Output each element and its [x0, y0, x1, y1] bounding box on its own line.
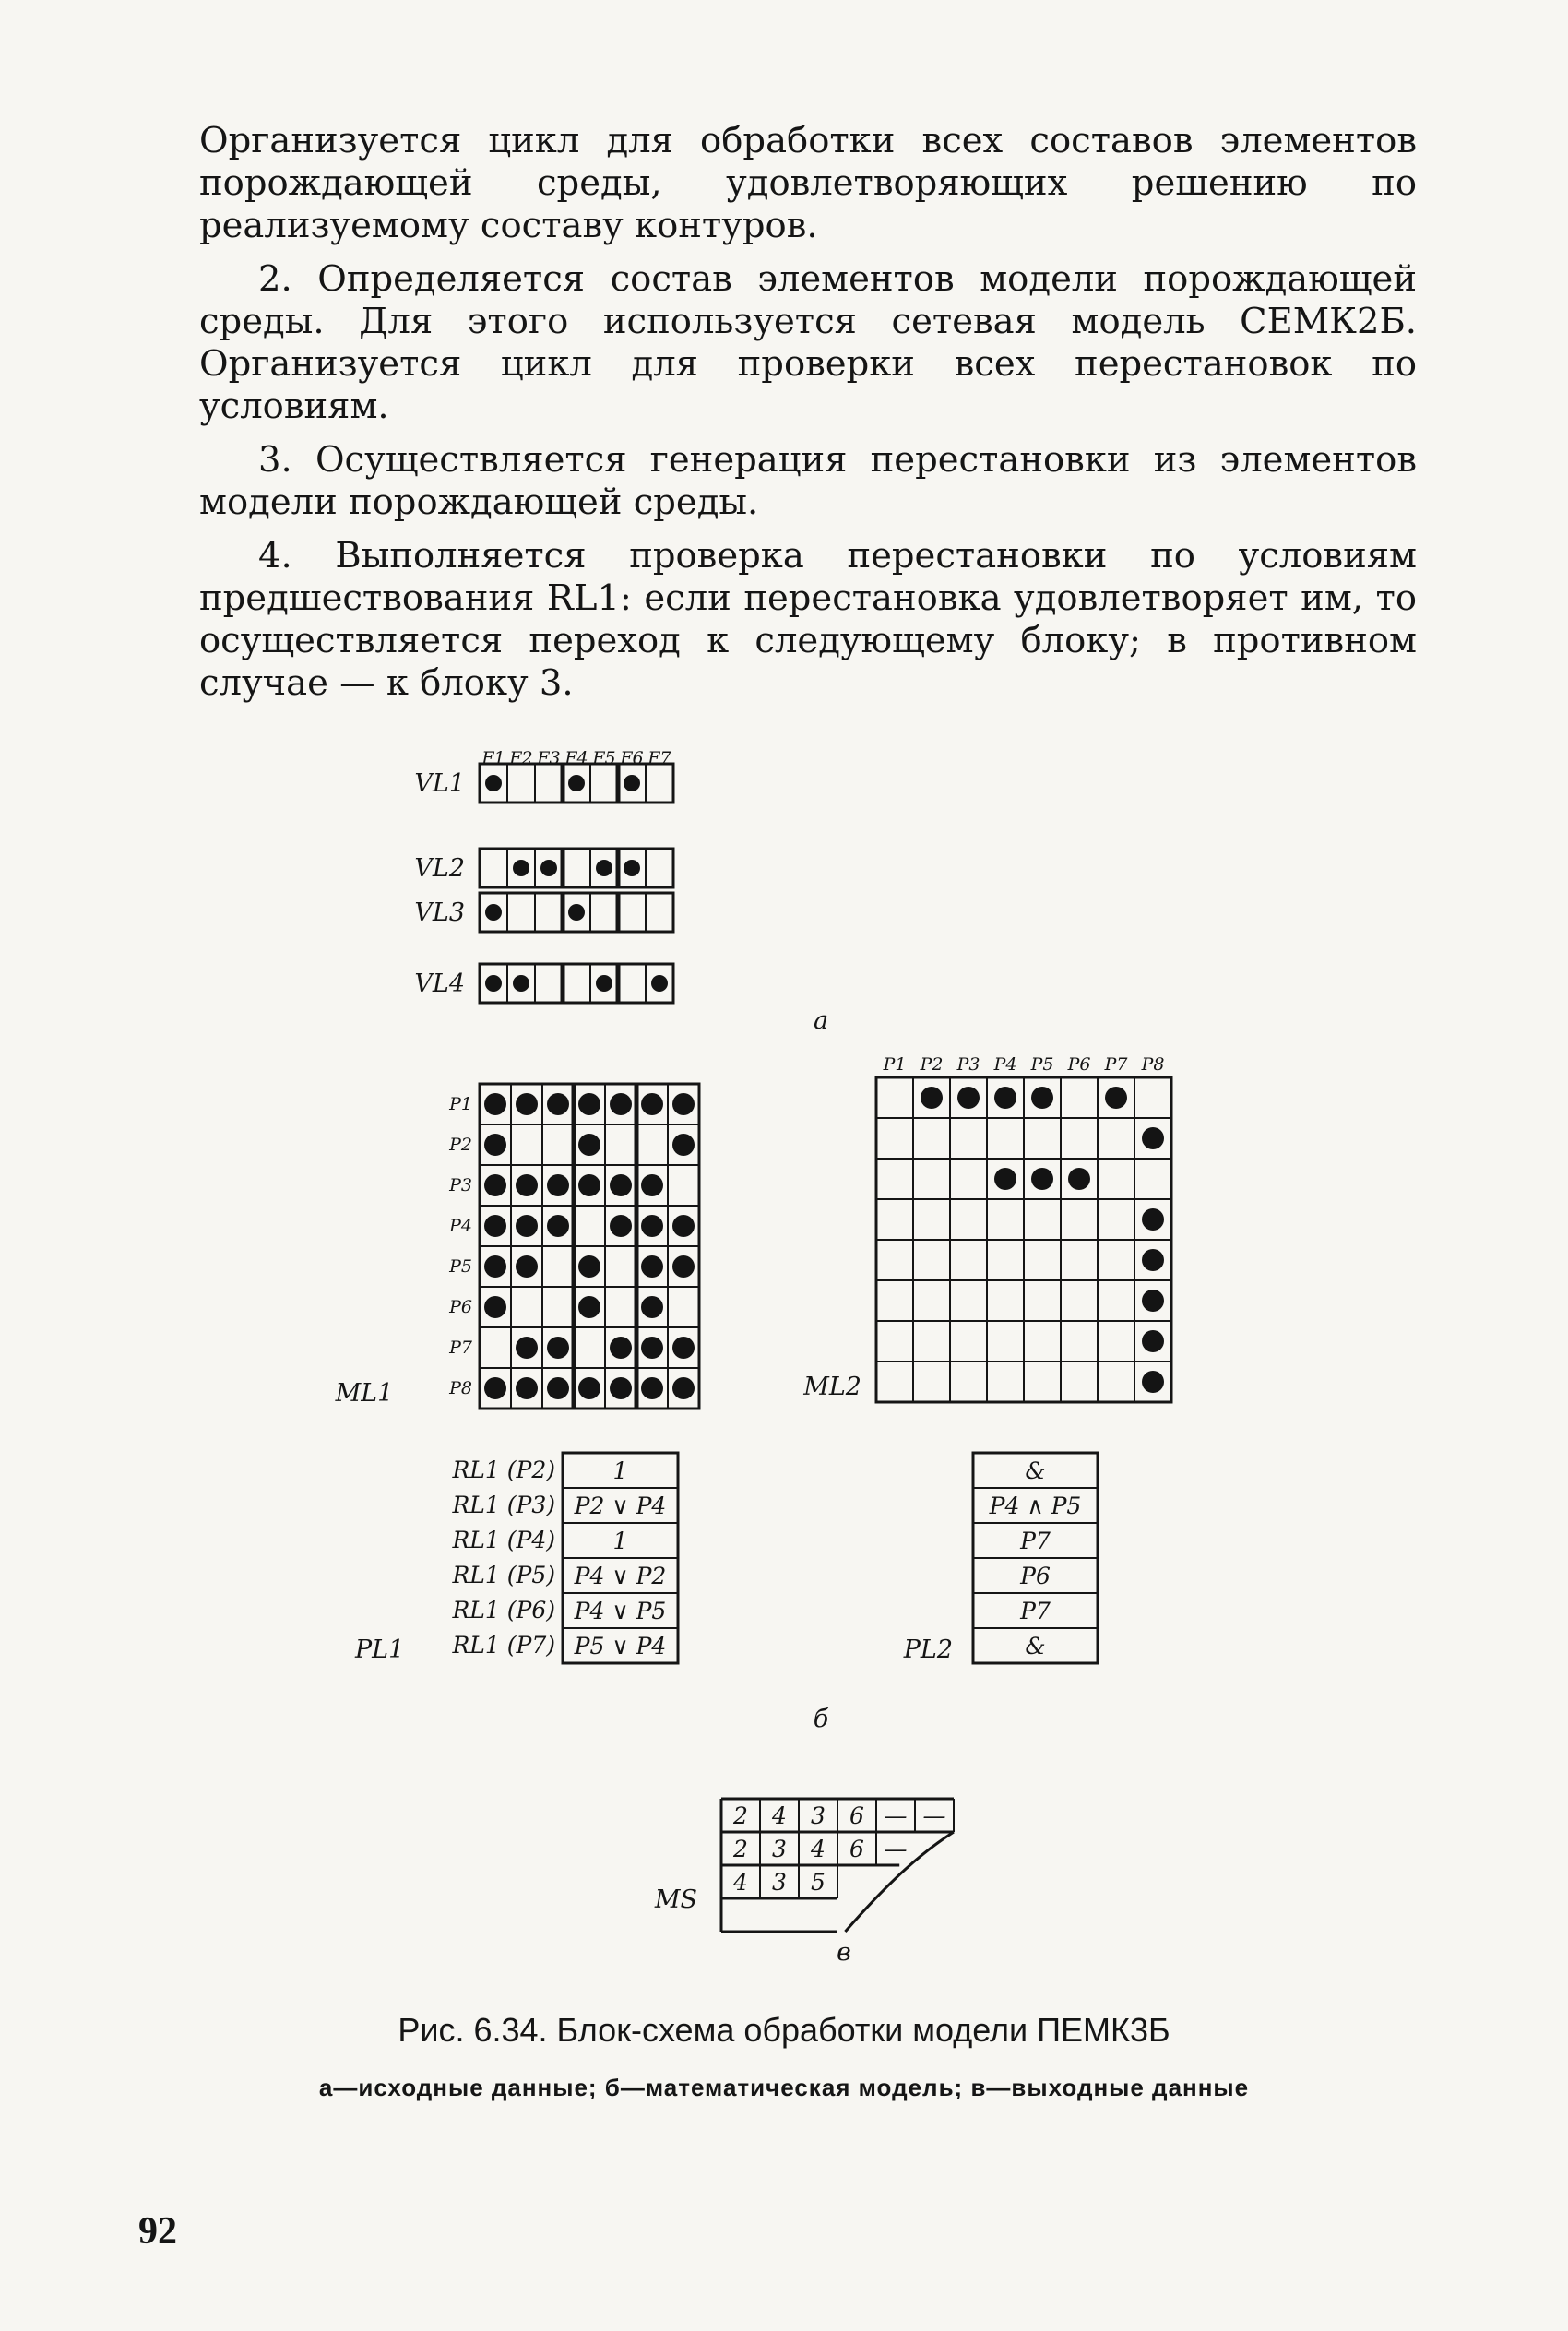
- ml1-dot: [610, 1215, 632, 1237]
- vl-dot: [513, 975, 529, 992]
- ml1-row-label: P8: [449, 1378, 472, 1398]
- pl1-row-value: P5 ∨ P4: [574, 1633, 667, 1659]
- ml2-dot: [957, 1087, 980, 1109]
- ml2-dot: [1142, 1208, 1164, 1231]
- ml2-dot: [1031, 1087, 1053, 1109]
- vl-row-label: VL2: [414, 854, 465, 883]
- ml1-dot: [610, 1174, 632, 1196]
- ms-cell: —: [922, 1802, 946, 1829]
- ml1-dot: [484, 1296, 506, 1318]
- vl-column-label: F4: [564, 748, 588, 768]
- ml1-dot: [516, 1215, 538, 1237]
- ml2-dot: [994, 1087, 1016, 1109]
- ml2-dot: [1142, 1371, 1164, 1393]
- ml2-column-label: P3: [956, 1054, 980, 1075]
- pl1-label: PL1: [355, 1635, 405, 1664]
- ml2-dot: [1142, 1330, 1164, 1352]
- vl-column-label: F1: [481, 748, 505, 768]
- ml1-dot: [610, 1337, 632, 1359]
- ml2-column-label: P4: [993, 1054, 1017, 1075]
- vl-dot: [540, 860, 557, 876]
- vl-dot: [485, 975, 502, 992]
- ml2-dot: [1142, 1290, 1164, 1312]
- ml1-dot: [547, 1337, 569, 1359]
- vl-column-label: F2: [509, 748, 533, 768]
- ml1-dot: [672, 1093, 695, 1115]
- ml1-dot: [516, 1255, 538, 1278]
- ml1-dot: [578, 1093, 600, 1115]
- marker-v: в: [837, 1938, 851, 1967]
- pl1-row-value: P4 ∨ P5: [574, 1598, 667, 1624]
- ml1-dot: [516, 1174, 538, 1196]
- ml1-dot: [547, 1093, 569, 1115]
- vl-column-label: F7: [647, 748, 671, 768]
- ml1-dot: [516, 1337, 538, 1359]
- pl2-row-value: P7: [1020, 1598, 1051, 1624]
- ml1-dot: [578, 1174, 600, 1196]
- pl1-row-key: RL1 (P6): [452, 1597, 555, 1623]
- paragraph-1: Организуется цикл для обработки всех составов элементов порождающей среды, удовлетворяющих решению по реализуемому составу контуров.: [199, 120, 1417, 246]
- ml1-dot: [484, 1134, 506, 1156]
- vl-dot: [624, 775, 640, 791]
- ml1-label: ML1: [335, 1379, 394, 1408]
- vl-dot: [651, 975, 668, 992]
- ml1-row-label: P2: [449, 1135, 472, 1155]
- figure-caption-title: Рис. 6.34. Блок-схема обработки модели ПЕМК3Б: [398, 2011, 1170, 2049]
- ms-cell: 3: [772, 1869, 787, 1896]
- vl-dot: [568, 775, 585, 791]
- ml1-dot: [484, 1377, 506, 1399]
- vl-dot: [513, 860, 529, 876]
- ml2-column-label: P5: [1030, 1054, 1054, 1075]
- ml1-dot: [610, 1093, 632, 1115]
- ml1-dot: [672, 1215, 695, 1237]
- ms-label: MS: [654, 1885, 697, 1914]
- figure-caption-subtitle: а—исходные данные; б—математическая модель; в—выходные данные: [318, 2074, 1250, 2101]
- ml2-column-label: P6: [1067, 1054, 1091, 1075]
- pl1-row-value: P2 ∨ P4: [574, 1493, 667, 1519]
- ml1-dot: [641, 1174, 663, 1196]
- pl1-row-value: P4 ∨ P2: [574, 1563, 667, 1589]
- ms-cell: —: [884, 1802, 908, 1829]
- vl-dot: [568, 904, 585, 921]
- ml1-dot: [672, 1337, 695, 1359]
- pl2-row-value: &: [1025, 1633, 1046, 1659]
- ml1-dot: [641, 1255, 663, 1278]
- ml2-dot: [1105, 1087, 1127, 1109]
- ml2-column-label: P1: [883, 1054, 907, 1075]
- ml1-dot: [610, 1377, 632, 1399]
- ms-cell: 4: [772, 1802, 787, 1829]
- ml2-column-label: P2: [920, 1054, 944, 1075]
- ms-cell: 4: [733, 1869, 748, 1896]
- pl1-row-key: RL1 (P7): [452, 1632, 555, 1659]
- ml1-dot: [578, 1134, 600, 1156]
- ms-cell: 2: [733, 1802, 748, 1829]
- vl-dot: [485, 775, 502, 791]
- ml1-row-label: P4: [449, 1216, 472, 1236]
- ml1-dot: [484, 1215, 506, 1237]
- ml1-dot: [672, 1134, 695, 1156]
- pl1-row-key: RL1 (P3): [452, 1492, 555, 1518]
- ml1-dot: [516, 1093, 538, 1115]
- ml2-dot: [921, 1087, 943, 1109]
- page-number: 92: [138, 2210, 177, 2253]
- ms-cell: 4: [811, 1836, 826, 1862]
- ml2-dot: [1031, 1168, 1053, 1190]
- vl-row-label: VL4: [414, 969, 465, 998]
- ml1-dot: [484, 1255, 506, 1278]
- vl-strip: [480, 849, 673, 887]
- vl-column-label: F5: [592, 748, 616, 768]
- pl2-row-value: P7: [1020, 1528, 1051, 1554]
- ml2-dot: [994, 1168, 1016, 1190]
- ms-cell: 2: [733, 1836, 748, 1862]
- vl-strip: [480, 964, 673, 1003]
- ml2-dot: [1142, 1127, 1164, 1149]
- ml1-dot: [516, 1377, 538, 1399]
- paragraph-4: 4. Выполняется проверка перестановки по условиям предшествования RL1: если перестановка удовлетворяет им, то осуществляется переход к следующему блоку; в противном случае — к блоку 3.: [199, 535, 1417, 704]
- marker-a: а: [813, 1006, 829, 1035]
- ml1-dot: [578, 1377, 600, 1399]
- vl-dot: [624, 860, 640, 876]
- pl1-row-value: 1: [612, 1457, 628, 1484]
- pl1-row-value: 1: [612, 1528, 628, 1554]
- ml1-dot: [641, 1377, 663, 1399]
- pl2-row-value: P6: [1020, 1563, 1051, 1589]
- ml1-dot: [547, 1215, 569, 1237]
- ms-cell: 3: [772, 1836, 787, 1862]
- pl2-row-value: P4 ∧ P5: [989, 1493, 1082, 1519]
- vl-column-label: F6: [620, 748, 644, 768]
- ml1-dot: [484, 1093, 506, 1115]
- ms-cell: 6: [849, 1802, 864, 1829]
- ml2-dot: [1142, 1249, 1164, 1271]
- ms-cell: 3: [811, 1802, 826, 1829]
- ml1-dot: [641, 1296, 663, 1318]
- vl-dot: [596, 975, 612, 992]
- ms-cell: 6: [849, 1836, 864, 1862]
- ms-cell: —: [884, 1836, 908, 1862]
- ml2-label: ML2: [803, 1373, 861, 1401]
- pl2-label: PL2: [903, 1635, 953, 1664]
- paragraph-3: 3. Осуществляется генерация перестановки из элементов модели порождающей среды.: [199, 439, 1417, 523]
- ml1-dot: [578, 1255, 600, 1278]
- vl-row-label: VL1: [414, 769, 465, 798]
- ml1-dot: [641, 1337, 663, 1359]
- pl1-row-key: RL1 (P4): [452, 1527, 555, 1553]
- ml1-row-label: P6: [449, 1297, 472, 1317]
- ml2-dot: [1068, 1168, 1090, 1190]
- ml1-row-label: P7: [449, 1338, 472, 1358]
- vl-dot: [485, 904, 502, 921]
- paragraph-2: 2. Определяется состав элементов модели порождающей среды. Для этого используется сетевая модель СЕМК2Б. Организуется цикл для проверки всех перестановок по условиям.: [199, 258, 1417, 427]
- ml2-column-label: P7: [1104, 1054, 1128, 1075]
- ml1-dot: [641, 1093, 663, 1115]
- ml1-dot: [672, 1255, 695, 1278]
- ml1-dot: [484, 1174, 506, 1196]
- vl-dot: [596, 860, 612, 876]
- ml1-dot: [547, 1174, 569, 1196]
- marker-b: б: [813, 1705, 829, 1733]
- vl-column-label: F3: [537, 748, 561, 768]
- vl-row-label: VL3: [414, 898, 465, 927]
- ml1-dot: [641, 1215, 663, 1237]
- pl1-row-key: RL1 (P2): [452, 1457, 555, 1483]
- ml1-row-label: P5: [449, 1256, 472, 1277]
- ml1-dot: [578, 1296, 600, 1318]
- ml1-dot: [672, 1377, 695, 1399]
- ml1-dot: [547, 1377, 569, 1399]
- ml2-column-label: P8: [1141, 1054, 1165, 1075]
- ms-cell: 5: [811, 1869, 826, 1896]
- pl1-row-key: RL1 (P5): [452, 1562, 555, 1588]
- ml1-row-label: P1: [449, 1094, 472, 1114]
- ml1-row-label: P3: [449, 1175, 472, 1195]
- pl2-row-value: &: [1025, 1457, 1046, 1484]
